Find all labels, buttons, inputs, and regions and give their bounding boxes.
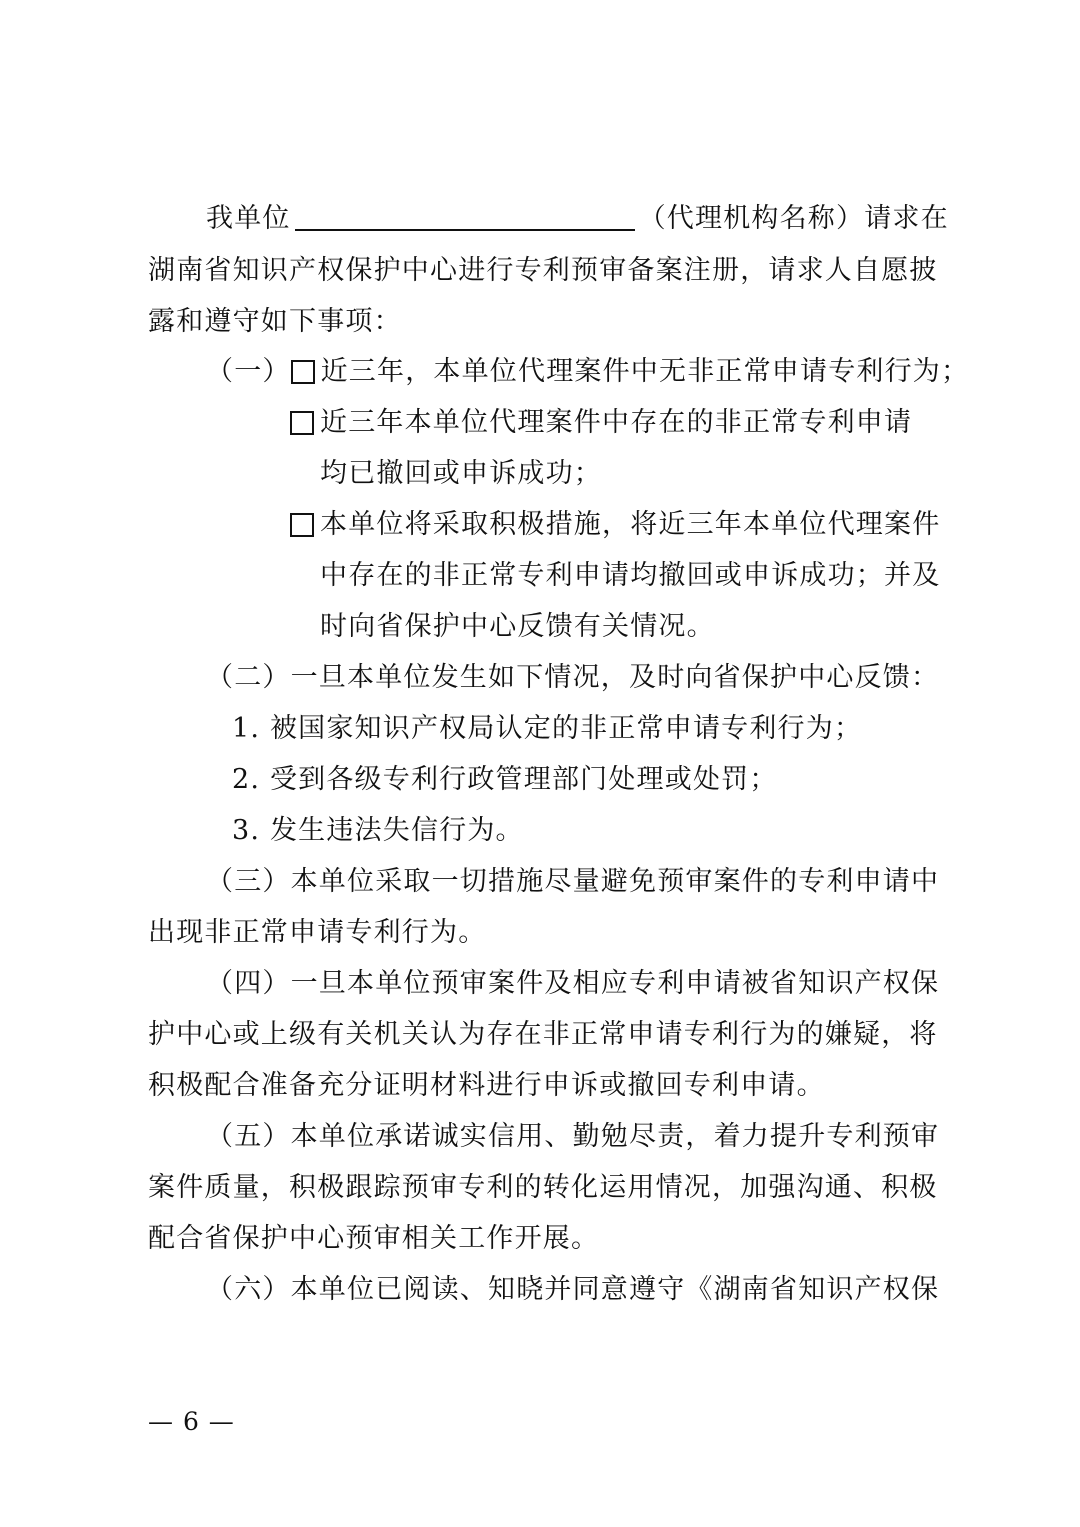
section-1-option-3 xyxy=(290,508,948,542)
section-5-line-2: 案件质量，积极跟踪预审专利的转化运用情况，加强沟通、积极 xyxy=(148,1172,938,1203)
intro-line-1 xyxy=(206,201,948,236)
section-1-option-2-line-2: 均已撤回或申诉成功； xyxy=(320,458,602,489)
section-2-item-2: 2. 受到各级专利行政管理部门处理或处罚； xyxy=(232,764,778,795)
section-1-option-3-line-2: 中存在的非正常专利申请均撤回或申诉成功；并及 xyxy=(320,560,941,591)
section-6-line-1: （六）本单位已阅读、知晓并同意遵守《湖南省知识产权保 xyxy=(206,1274,940,1305)
intro-prefix: 我单位 xyxy=(206,203,291,234)
section-1-option-3-line-3: 时向省保护中心反馈有关情况。 xyxy=(320,611,715,642)
checkbox-option-1[interactable] xyxy=(291,360,315,384)
intro-line-3: 露和遵守如下事项： xyxy=(148,306,402,337)
option-1-text: 近三年，本单位代理案件中无非正常申请专利行为； xyxy=(320,356,970,387)
section-1-label: （一） xyxy=(206,356,291,387)
section-4-line-2: 护中心或上级有关机关认为存在非正常申请专利行为的嫌疑，将 xyxy=(148,1019,938,1050)
section-5-line-1: （五）本单位承诺诚实信用、勤勉尽责，着力提升专利预审 xyxy=(206,1121,940,1152)
section-2-line-1: （二）一旦本单位发生如下情况，及时向省保护中心反馈： xyxy=(206,662,940,693)
section-1-option-2 xyxy=(290,406,948,440)
section-4-line-3: 积极配合准备充分证明材料进行申诉或撤回专利申请。 xyxy=(148,1070,825,1101)
section-3-line-1: （三）本单位采取一切措施尽量避免预审案件的专利申请中 xyxy=(206,866,940,897)
section-2-item-1: 1. 被国家知识产权局认定的非正常申请专利行为； xyxy=(232,713,863,744)
page-number: — 6 — xyxy=(148,1407,235,1436)
option-2-text: 近三年本单位代理案件中存在的非正常专利申请 xyxy=(320,407,913,438)
section-3-line-2: 出现非正常申请专利行为。 xyxy=(148,917,487,948)
intro-line-2: 湖南省知识产权保护中心进行专利预审备案注册，请求人自愿披 xyxy=(148,255,938,286)
section-2-item-3: 3. 发生违法失信行为。 xyxy=(232,815,524,846)
section-1-option-1 xyxy=(206,355,970,389)
checkbox-option-3[interactable] xyxy=(290,513,314,537)
agency-name-blank[interactable] xyxy=(295,201,635,231)
intro-suffix: （代理机构名称）请求在 xyxy=(638,203,949,234)
section-4-line-1: （四）一旦本单位预审案件及相应专利申请被省知识产权保 xyxy=(206,968,940,999)
section-5-line-3: 配合省保护中心预审相关工作开展。 xyxy=(148,1223,600,1254)
checkbox-option-2[interactable] xyxy=(290,411,314,435)
option-3-text: 本单位将采取积极措施，将近三年本单位代理案件 xyxy=(320,509,941,540)
